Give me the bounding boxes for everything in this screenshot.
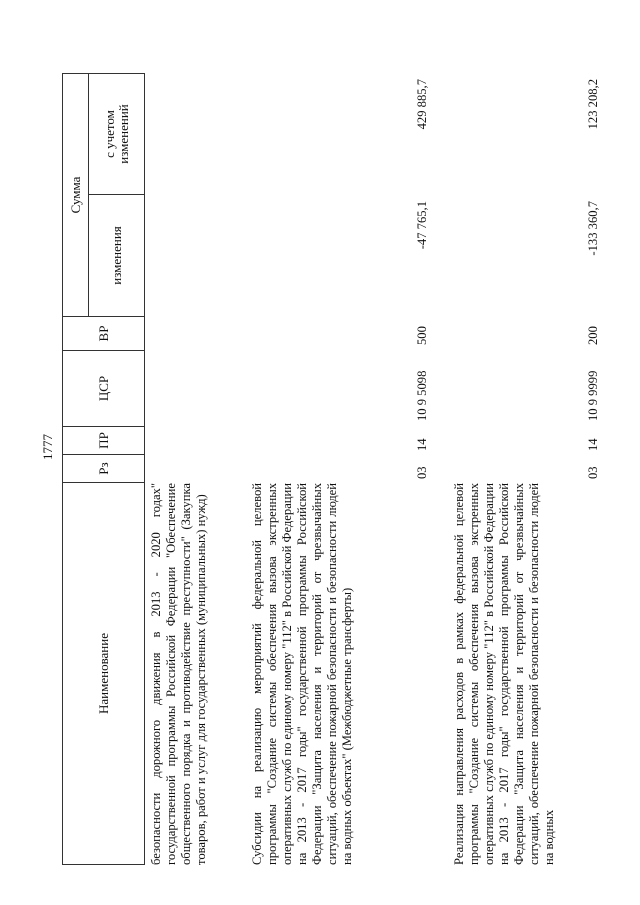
row-name: Субсидии на реализацию мероприятий федеральной целевой программы "Создание системы обеспечения вызова экстренных оперативных служб по единому номеру "112" в Российской Федерации на 2013 - 2017 годы" государственной программы Российской Федерации "Защита населения и территорий от чрезвычайных ситуаций, обеспечение пожарной безопасности и безопасности людей на водных объектах" (Межбюджетные трансферты) [250, 483, 354, 865]
row-csr: 10 9 9999 [586, 370, 600, 421]
row-name: безопасности дорожного движения в 2013 - 2020 годах" государственной программы Российской Федерации "Обеспечение общественного порядка и противодействие преступности" (Закупка товаров, работ и услуг для государственных (муниципальных) нужд) [149, 483, 208, 865]
row-change: -133 360,7 [586, 201, 600, 256]
header-sum: Сумма [62, 73, 89, 317]
header-with-change-line2: изменений [115, 104, 131, 164]
row-change: -47 765,1 [415, 201, 429, 250]
row-name: Реализация направления расходов в рамках федеральной целевой программы "Создание системы обеспечения вызова экстренных оперативных служб по единому номеру "112" в Российской Федерации на 2013 - 2017 годы" государственной программы Российской Федерации "Защита населения и территорий от чрезвычайных ситуаций, обеспечение пожарной безопасности и безопасности людей на водных [452, 483, 556, 865]
row-total: 429 885,7 [415, 79, 429, 130]
row-rz: 03 [415, 466, 429, 479]
page-number: 1777 [40, 434, 55, 460]
row-csr: 10 9 5098 [415, 370, 429, 421]
row-vr: 500 [415, 326, 429, 345]
header-pr: ПР [62, 427, 145, 455]
header-name: Наименование [62, 483, 145, 865]
row-rz: 03 [586, 466, 600, 479]
header-change: изменения [89, 195, 145, 317]
header-csr: ЦСР [62, 351, 145, 427]
header-with-change [89, 73, 145, 195]
header-rz: Рз [62, 455, 145, 483]
row-pr: 14 [586, 438, 600, 451]
header-vr: ВР [62, 317, 145, 351]
row-pr: 14 [415, 438, 429, 451]
row-vr: 200 [586, 326, 600, 345]
row-total: 123 208,2 [586, 79, 600, 130]
header-with-change-line1: с учетом [101, 110, 117, 158]
